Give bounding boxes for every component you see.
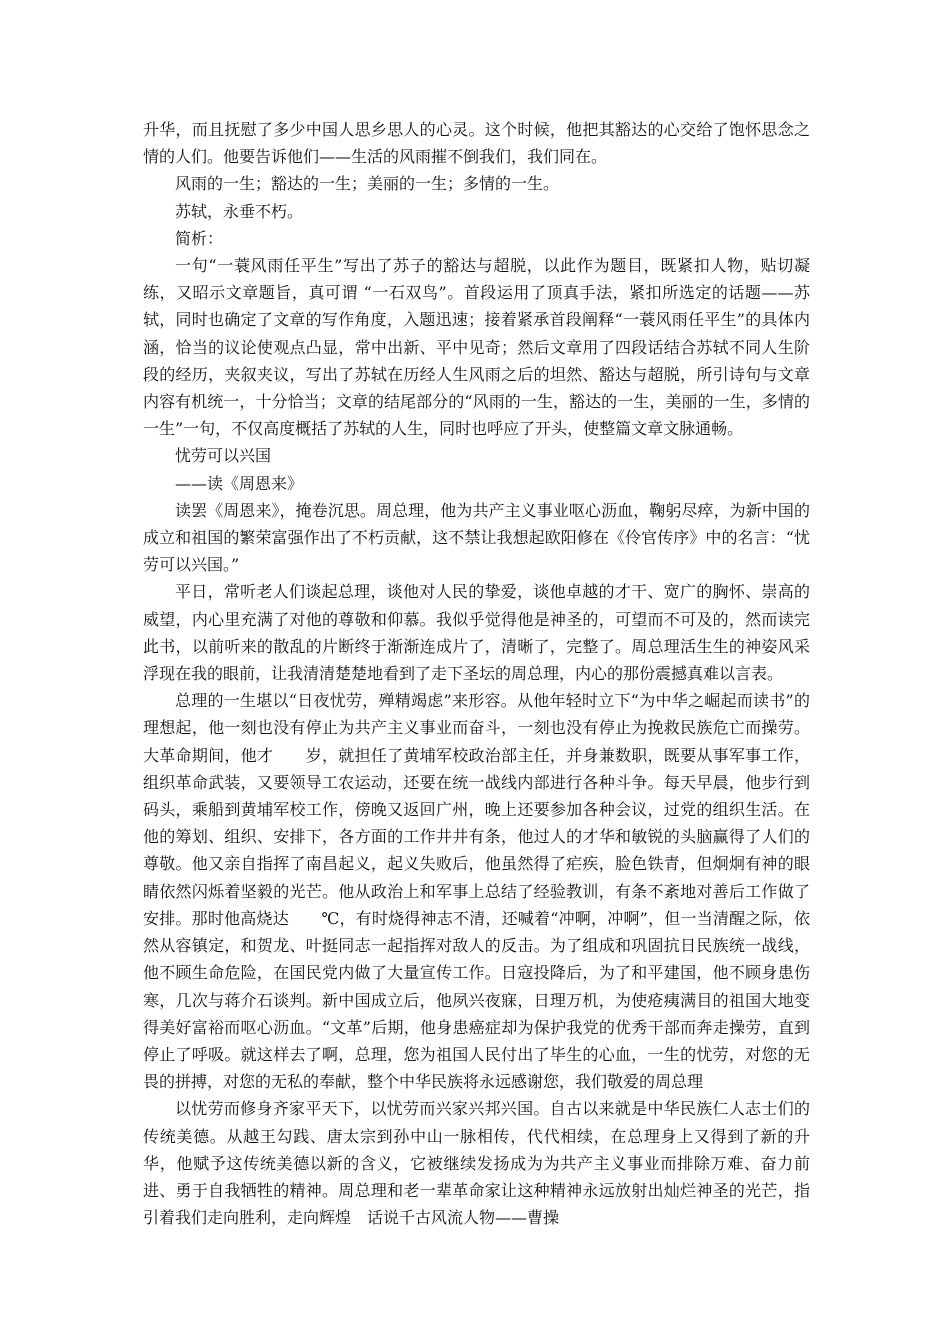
document-body (143, 116, 810, 1231)
essay-title: 忧劳可以兴国 (175, 446, 272, 466)
paragraph: 风雨的一生；豁达的一生；美丽的一生；多情的一生。 (175, 174, 560, 194)
section-label: 简析： (175, 228, 224, 248)
essay-subtitle: ——读《周恩来》 (175, 473, 304, 493)
paragraph: 一句“一蓑风雨任平生”写出了苏子的豁达与超脱，以此作为题目，既紧扣人物，贴切凝练，又昭示文章题旨，真可谓 “一石双鸟”。首段运用了顶真手法，紧扣所选定的话题——苏轼，同时也确定了文章的写作角度，入题迅速；接着紧承首段阐释“一蓑风雨任平生”的具体内涵，恰当的议论使观点凸显，常中出新、平中见奇；然后文章用了四段话结合苏轼不同人生阶段的经历，夹叙夹议，写出了苏轼在历经人生风雨之后的坦然、豁达与超脱，所引诗句与文章内容有机统一，十分恰当；文章的结尾部分的“风雨的一生，豁达的一生，美丽的一生，多情的一生”一句，不仅高度概括了苏轼的人生，同时也呼应了开头，使整篇文章文脉通畅。 (143, 256, 810, 439)
paragraph: 苏轼，永垂不朽。 (175, 201, 304, 221)
paragraph: 平日，常听老人们谈起总理，谈他对人民的挚爱，谈他卓越的才干、宽广的胸怀、崇高的威望，内心里充满了对他的尊敬和仰慕。我似乎觉得他是神圣的，可望而不可及的，然而读完此书，以前听来的散乱的片断终于渐渐连成片了，清晰了，完整了。周总理活生生的神姿风采浮现在我的眼前，让我清清楚楚地看到了走下圣坛的周总理，内心的那份震撼真难以言表。 (143, 582, 810, 684)
paragraph: 以忧劳而修身齐家平天下，以忧劳而兴家兴邦兴国。自古以来就是中华民族仁人志士们的传统美德。从越王勾践、唐太宗到孙中山一脉相传，代代相续，在总理身上又得到了新的升华，他赋予这传统美德以新的含义，它被继续发扬成为为共产主义事业而排除万难、奋力前进、勇于自我牺牲的精神。周总理和老一辈革命家让这种精神永远放射出灿烂神圣的光芒，指引着我们走向胜利，走向辉煌 话说千古风流人物——曹操 (143, 1099, 810, 1228)
paragraph: 总理的一生堪以“日夜忧劳，殚精竭虑”来形容。从他年轻时立下“为中华之崛起而读书”的理想起，他一刻也没有停止为共产主义事业而奋斗，一刻也没有停止为挽救民族危亡而操劳。大革命期间，他才 岁，就担任了黄埔军校政治部主任，并身兼数职，既要从事军事工作，组织革命武装，又要领导工农运动，还要在统一战线内部进行各种斗争。每天早晨，他步行到码头，乘船到黄埔军校工作，傍晚又返回广州，晚上还要参加各种会议，过党的组织生活。在他的筹划、组织、安排下，各方面的工作井井有条，他过人的才华和敏锐的头脑赢得了人们的尊敬。他又亲自指挥了南昌起义，起义失败后，他虽然得了疟疾，脸色铁青，但炯炯有神的眼睛依然闪烁着坚毅的光芒。他从政治上和军事上总结了经验教训，有条不紊地对善后工作做了安排。那时他高烧达 ℃，有时烧得神志不清，还喊着“冲啊，冲啊”，但一当清醒之际，依然从容镇定，和贺龙、叶挺同志一起指挥对敌人的反击。为了组成和巩固抗日民族统一战线，他不顾生命危险，在国民党内做了大量宣传工作。日寇投降后，为了和平建国，他不顾身患伤寒，几次与蒋介石谈判。新中国成立后，他夙兴夜寐，日理万机，为使疮痍满目的祖国大地变得美好富裕而呕心沥血。“文革”后期，他身患癌症却为保护我党的优秀干部而奔走操劳，直到停止了呼吸。就这样去了啊，总理，您为祖国人民付出了毕生的心血，一生的忧劳，对您的无畏的拼搏，对您的无私的奉献，整个中华民族将永远感谢您，我们敬爱的周总理 (143, 691, 810, 1092)
paragraph: 升华，而且抚慰了多少中国人思乡思人的心灵。这个时候，他把其豁达的心交给了饱怀思念之情的人们。他要告诉他们——生活的风雨摧不倒我们，我们同在。 (143, 120, 810, 167)
paragraph: 读罢《周恩来》，掩卷沉思。周总理，他为共产主义事业呕心沥血，鞠躬尽瘁，为新中国的成立和祖国的繁荣富强作出了不朽贡献，这不禁让我想起欧阳修在《伶官传序》中的名言：“忧劳可以兴国。” (143, 500, 810, 575)
